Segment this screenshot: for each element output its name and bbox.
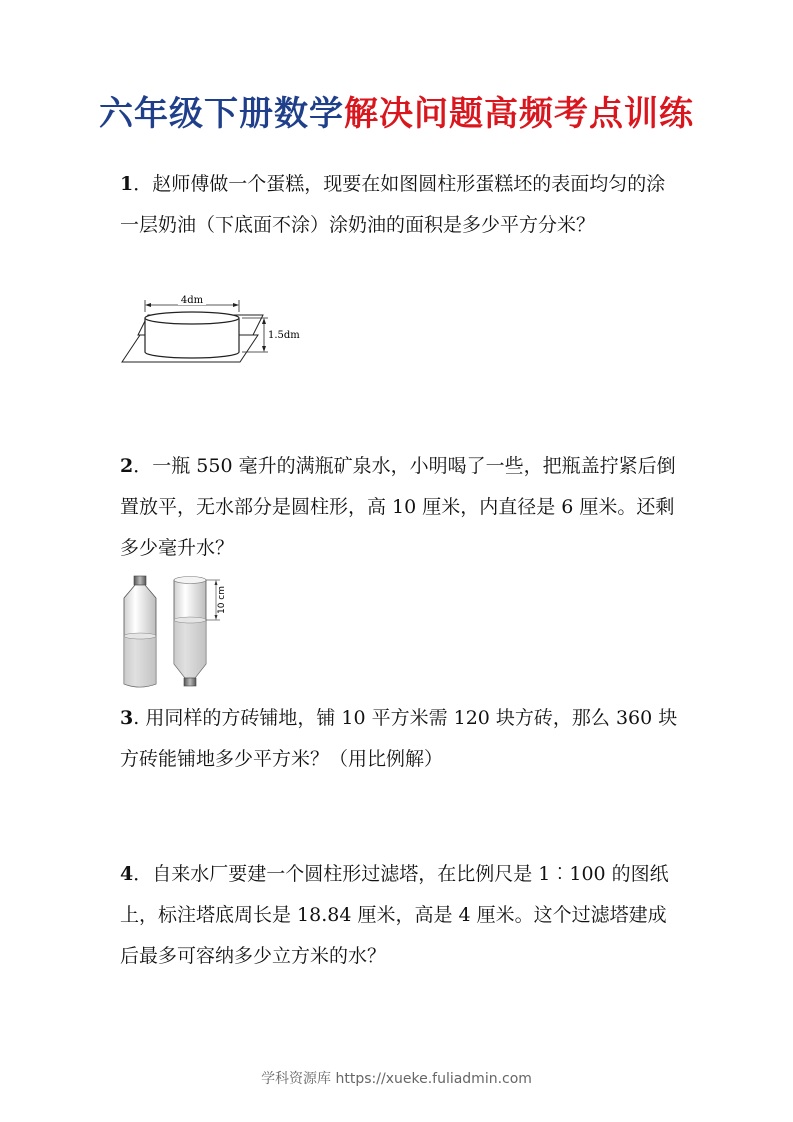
question-text: ．赵师傅做一个蛋糕，现要在如图圆柱形蛋糕坯的表面均匀的涂一层奶油（下底面不涂）涂奶油的面积是多少平方分米？ (120, 173, 666, 236)
diameter-label: 4dm (180, 295, 204, 306)
question-text: . 用同样的方砖铺地，铺 10 平方米需 120 块方砖，那么 360 块方砖能铺地多少平方米？（用比例解） (120, 707, 678, 770)
question-1 (120, 164, 680, 246)
question-number: 2 (120, 455, 134, 477)
cake-cylinder-figure (118, 290, 318, 370)
question-4 (120, 854, 680, 977)
title-part-2: 解决问题高频考点训练 (344, 94, 694, 134)
question-number: 1 (120, 173, 134, 195)
page-title (0, 86, 793, 135)
question-number: 4 (120, 863, 134, 885)
question-text: ．一瓶 550 毫升的满瓶矿泉水，小明喝了一些，把瓶盖拧紧后倒置放平，无水部分是圆柱形，高 10 厘米，内直径是 6 厘米。还剩多少毫升水？ (120, 455, 676, 559)
question-3 (120, 698, 680, 780)
height-label: 10 cm (217, 585, 227, 615)
question-2 (120, 446, 680, 569)
inverted-bottle (174, 577, 206, 687)
title-part-1: 六年级下册数学 (99, 94, 344, 134)
cake-top (145, 312, 239, 324)
water-bottles-figure (118, 572, 248, 692)
footer-source: 学科资源库 https://xueke.fuliadmin.com (261, 1071, 532, 1087)
question-number: 3 (120, 707, 134, 729)
height-label: 1.5dm (268, 330, 300, 341)
upright-bottle (124, 576, 156, 687)
question-text: ．自来水厂要建一个圆柱形过滤塔，在比例尺是 1︰100 的图纸上，标注塔底周长是 18.84 厘米，高是 4 厘米。这个过滤塔建成后最多可容纳多少立方米的水？ (120, 863, 669, 967)
